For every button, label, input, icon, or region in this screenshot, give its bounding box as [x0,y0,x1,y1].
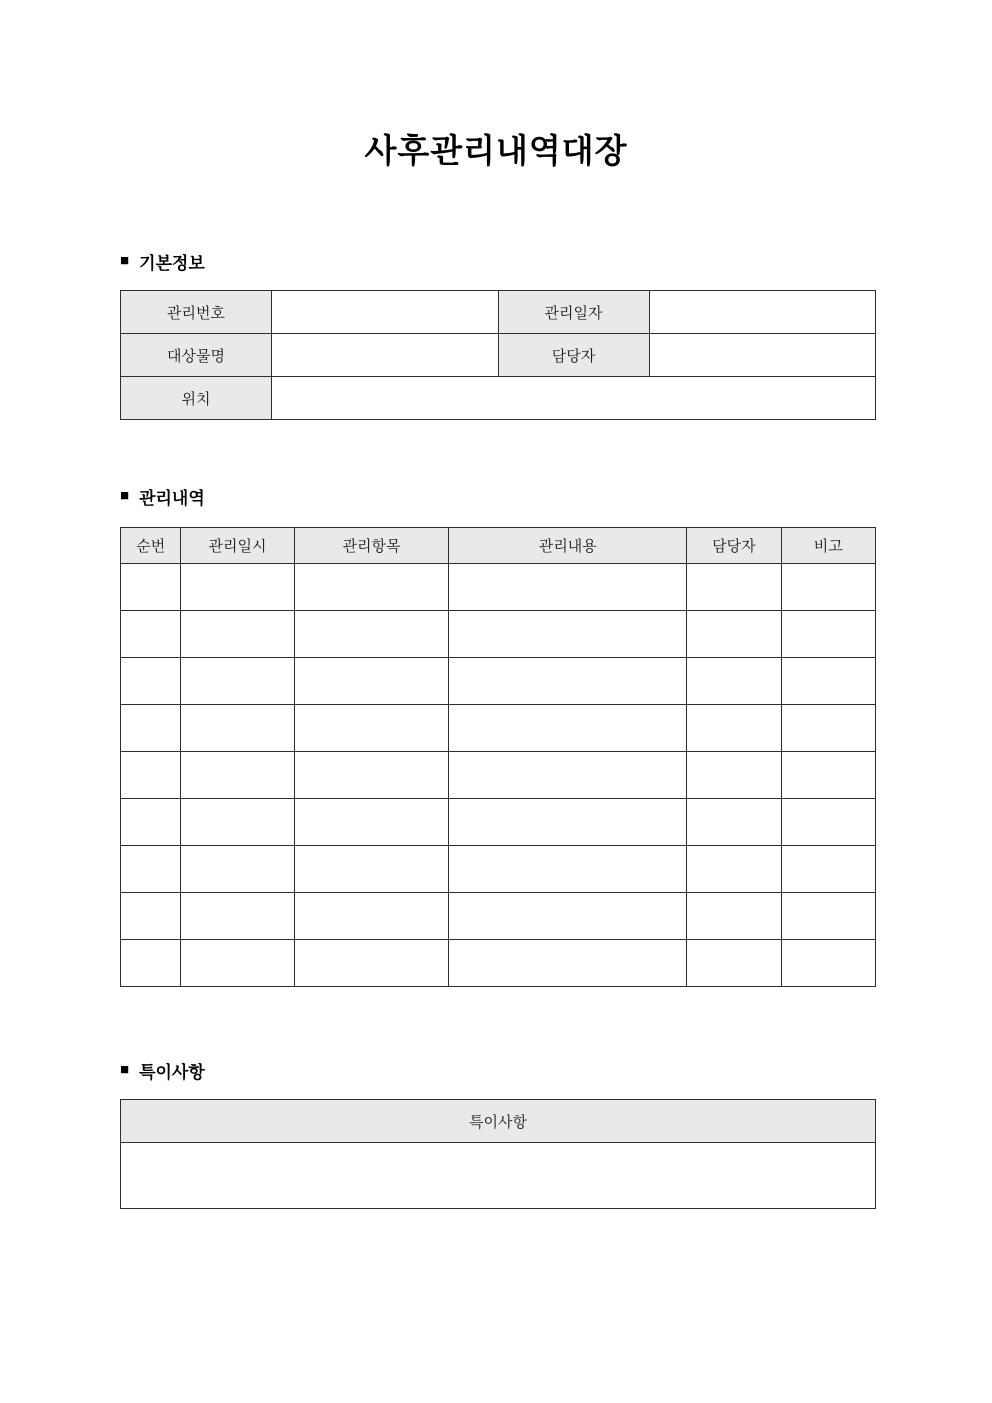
history-empty-row [121,611,876,658]
object-name-value [272,334,499,377]
mgmt-number-value [272,291,499,334]
notes-column-header: 특이사항 [121,1100,876,1143]
manager-value [649,334,876,377]
history-heading-label: 관리내역 [139,489,205,508]
notes-header-row [121,1100,876,1143]
square-bullet-icon: ■ [120,1061,130,1078]
col-mgmt-datetime: 관리일시 [181,528,294,564]
notes-heading-label: 특이사항 [139,1063,205,1082]
location-label: 위치 [121,377,272,420]
notes-value [121,1143,876,1209]
section-notes [120,1060,876,1209]
history-empty-row [121,799,876,846]
history-table [120,527,876,987]
col-manager: 담당자 [687,528,781,564]
history-empty-row [121,752,876,799]
basic-info-table [120,290,876,420]
basic-info-row [121,291,876,334]
page-title: 사후관리내역대장 [364,132,628,169]
history-empty-row [121,846,876,893]
basic-info-heading-label: 기본정보 [139,254,205,273]
section-history [120,486,876,987]
history-empty-row [121,564,876,611]
basic-info-heading [120,251,876,272]
history-empty-row [121,893,876,940]
mgmt-number-label: 관리번호 [121,291,272,334]
history-empty-row [121,658,876,705]
col-seq-number: 순번 [121,528,181,564]
col-mgmt-content: 관리내용 [449,528,687,564]
square-bullet-icon: ■ [120,252,130,269]
mgmt-date-label: 관리일자 [498,291,649,334]
location-value [272,377,876,420]
history-heading [120,486,876,507]
object-name-label: 대상물명 [121,334,272,377]
notes-heading [120,1060,876,1081]
basic-info-row [121,377,876,420]
square-bullet-icon: ■ [120,487,130,504]
history-empty-row [121,705,876,752]
notes-table [120,1099,876,1209]
mgmt-date-value [649,291,876,334]
history-empty-row [121,940,876,987]
manager-label: 담당자 [498,334,649,377]
col-remarks: 비고 [781,528,875,564]
history-header-row [121,528,876,564]
notes-body-row [121,1143,876,1209]
section-basic-info [120,251,876,420]
basic-info-row [121,334,876,377]
col-mgmt-item: 관리항목 [294,528,449,564]
